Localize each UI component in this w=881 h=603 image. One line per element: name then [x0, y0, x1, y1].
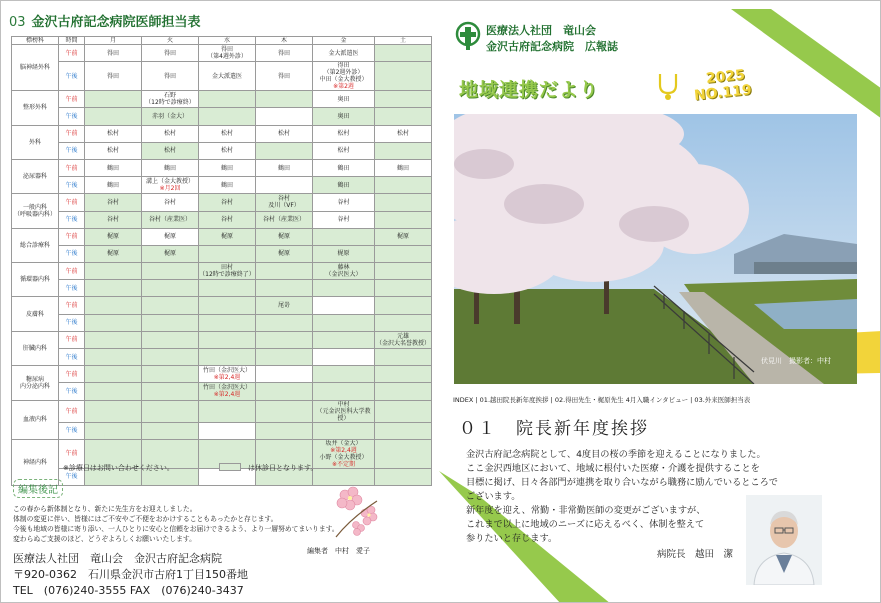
schedule-note: ※診療日はお問い合わせください。	[63, 464, 174, 472]
footer-phone: TEL (076)240-3555 FAX (076)240-3437	[13, 584, 244, 597]
doctor-cell	[85, 383, 142, 400]
schedule-header-cell: 月	[85, 37, 142, 45]
schedule-row	[12, 383, 432, 400]
doctor-cell: 竹田（金沢医大） ※第2,4週	[199, 366, 256, 383]
schedule-row	[12, 91, 432, 108]
doctor-cell	[85, 91, 142, 108]
section-title-text: 金沢古府記念病院医師担当表	[31, 15, 201, 30]
doctor-cell	[256, 422, 313, 439]
doctor-cell: 尾嵜	[256, 297, 313, 314]
article-line: ここ金沢西地区において、地域に根付いた医療・介護を提供することを	[466, 463, 760, 474]
doctor-cell	[375, 366, 432, 383]
doctor-cell: 得田	[256, 45, 313, 62]
session-cell: 午前	[59, 45, 85, 62]
doctor-cell	[199, 108, 256, 125]
schedule-row	[12, 159, 432, 176]
schedule-row	[12, 263, 432, 280]
editors-note-line: 変わらぬご支援のほど、どうぞよろしくお願いいたします。	[13, 535, 196, 543]
session-cell: 午前	[59, 331, 85, 348]
doctor-cell	[199, 245, 256, 262]
stethoscope-icon	[655, 71, 683, 101]
doctor-cell	[142, 263, 199, 280]
article-line: ございます。	[466, 491, 521, 502]
doctor-cell: 谷村 及川（VF）	[256, 194, 313, 211]
doctor-cell	[375, 280, 432, 297]
schedule-row	[12, 125, 432, 142]
editor-name: 編集者 中村 愛子	[307, 547, 370, 555]
doctor-cell: 得田	[85, 45, 142, 62]
doctor-cell	[313, 297, 375, 314]
doctor-cell	[199, 331, 256, 348]
doctor-cell: 得田	[142, 62, 199, 91]
schedule-row	[12, 194, 432, 211]
doctor-cell	[199, 91, 256, 108]
masthead-title: 地域連携だより	[459, 79, 600, 101]
schedule-row	[12, 142, 432, 159]
department-cell: 皮膚科	[12, 297, 59, 331]
doctor-cell	[199, 314, 256, 331]
doctor-cell: 谷村	[199, 211, 256, 228]
hospital-logo-icon	[455, 21, 481, 51]
doctor-cell	[199, 422, 256, 439]
doctor-cell	[256, 91, 313, 108]
doctor-cell: 元雄 （金沢大名誉教授）	[375, 332, 430, 347]
doctor-cell: 谷村	[85, 194, 142, 211]
doctor-cell	[375, 263, 432, 280]
schedule-row	[12, 280, 432, 297]
doctor-cell: 鶴田	[375, 159, 432, 176]
doctor-cell: 松村	[375, 125, 432, 142]
doctor-cell	[313, 280, 375, 297]
schedule-row	[12, 245, 432, 262]
doctor-cell: 松村	[142, 125, 199, 142]
doctor-cell	[256, 400, 313, 422]
doctor-cell: 松村	[85, 125, 142, 142]
schedule-header-cell: 土	[375, 37, 432, 45]
doctor-cell	[313, 366, 375, 383]
doctor-cell	[375, 349, 432, 366]
schedule-row	[12, 400, 432, 422]
doctor-cell	[375, 62, 432, 91]
schedule-row	[12, 177, 432, 194]
doctor-cell	[256, 263, 313, 280]
doctor-cell: 谷村	[85, 211, 142, 228]
schedule-header-row	[12, 37, 432, 45]
doctor-cell	[256, 280, 313, 297]
article-line: 目標に掲げ、日々各部門が連携を取り合いながら職務に励んでいるところで	[466, 477, 778, 488]
doctor-cell	[375, 400, 432, 422]
doctor-cell	[142, 314, 199, 331]
doctor-cell	[256, 142, 313, 159]
doctor-cell	[375, 142, 432, 159]
article-line: 金沢古府記念病院として、4度目の桜の季節を迎えることになりました。	[466, 449, 766, 460]
doctor-cell: 梶原	[313, 245, 375, 262]
doctor-cell	[375, 383, 432, 400]
editors-note-body	[13, 504, 353, 544]
session-cell: 午前	[59, 125, 85, 142]
schedule-header-cell: 金	[313, 37, 375, 45]
doctor-cell	[256, 177, 313, 194]
department-cell: 肝臓内科	[12, 331, 59, 365]
schedule-row	[12, 45, 432, 62]
schedule-header-cell: 時間	[59, 37, 85, 45]
doctor-cell: 鶴田	[199, 177, 256, 194]
department-cell: 総合診療科	[12, 228, 59, 262]
doctor-schedule-table	[11, 36, 432, 486]
department-cell: 神経内科	[12, 439, 59, 485]
doctor-cell	[375, 297, 432, 314]
doctor-cell	[375, 245, 432, 262]
doctor-cell: 梶原	[256, 228, 313, 245]
article-line: これまで以上に地域のニーズに応えるべく、体制を整えて	[466, 519, 705, 530]
doctor-cell	[256, 349, 313, 366]
schedule-row	[12, 366, 432, 383]
doctor-cell	[313, 314, 375, 331]
footer-organization: 医療法人社団 竜山会 金沢古府記念病院	[13, 552, 222, 565]
closed-day-legend-swatch	[219, 463, 241, 471]
doctor-cell: 鶴田	[85, 177, 142, 194]
doctor-cell: 松村	[199, 125, 256, 142]
doctor-cell: 藤林 （金沢医大）	[313, 263, 375, 280]
org-name: 医療法人社団 竜山会	[486, 24, 596, 37]
session-cell: 午前	[59, 297, 85, 314]
doctor-cell: 溝上（金大教授） ※月2回	[142, 177, 199, 194]
editors-note-line: 体制の変更に伴い、皆様にはご不安やご不便をおかけすることもあったかと存じます。	[13, 515, 278, 523]
doctor-cell	[142, 280, 199, 297]
department-cell: 泌尿器科	[12, 159, 59, 193]
director-signature: 病院長 越田 潔	[657, 549, 734, 560]
session-cell: 午後	[59, 245, 85, 262]
schedule-row	[12, 62, 432, 91]
schedule-row	[12, 108, 432, 125]
doctor-cell	[375, 108, 432, 125]
doctor-cell	[375, 45, 432, 62]
schedule-row	[12, 228, 432, 245]
schedule-header-cell: 標榜科	[12, 37, 59, 45]
doctor-cell	[256, 366, 313, 383]
doctor-cell: 松村	[142, 142, 199, 159]
doctor-cell	[85, 108, 142, 125]
schedule-header-cell: 火	[142, 37, 199, 45]
doctor-cell: 谷村	[142, 194, 199, 211]
doctor-cell: 得田 （第4週外診）	[199, 45, 256, 62]
index-line: INDEX | 01.越田院長新年度挨拶 | 02.得田先生・梶原先生 4月入職インタビュー | 03.外来医師担当表	[453, 396, 751, 404]
doctor-cell: 石野 （12時で診療終）	[142, 91, 199, 108]
doctor-cell: 奥田	[313, 108, 375, 125]
doctor-cell	[142, 383, 199, 400]
doctor-cell	[199, 297, 256, 314]
session-cell: 午前	[59, 159, 85, 176]
department-cell: 循環器内科	[12, 263, 59, 297]
doctor-cell	[85, 280, 142, 297]
issue-number: NO.119	[693, 82, 753, 104]
session-cell: 午前	[59, 263, 85, 280]
doctor-cell: 金大派遣医	[313, 45, 375, 62]
doctor-cell: 松村	[313, 142, 375, 159]
article-line: 新年度を迎え、常勤・非常勤医師の変更がございますが、	[466, 505, 706, 516]
schedule-row	[12, 331, 432, 348]
doctor-cell	[142, 297, 199, 314]
session-cell: 午後	[59, 211, 85, 228]
session-cell: 午後	[59, 62, 85, 91]
doctor-cell: 鶴田	[199, 159, 256, 176]
department-cell: 脳神経外科	[12, 45, 59, 91]
session-cell: 午後	[59, 349, 85, 366]
schedule-row	[12, 297, 432, 314]
doctor-cell: 梶原	[256, 245, 313, 262]
section-number: 03	[9, 15, 26, 30]
cherry-blossom-riverside-photo	[454, 114, 857, 384]
doctor-cell	[85, 400, 142, 422]
doctor-cell: 竹田（金沢医大） ※第2,4週	[199, 383, 256, 400]
doctor-cell: 奥田	[313, 91, 375, 108]
issue-year: 2025	[705, 67, 746, 87]
doctor-cell: 得田	[85, 62, 142, 91]
doctor-cell	[256, 383, 313, 400]
doctor-cell	[85, 263, 142, 280]
doctor-cell: 松村	[199, 142, 256, 159]
doctor-cell	[142, 349, 199, 366]
editors-note-line: この春から新体制となり、新たに先生方をお迎えしました。	[13, 505, 197, 513]
doctor-cell	[313, 422, 375, 439]
doctor-cell	[256, 331, 313, 348]
doctor-cell	[256, 108, 313, 125]
session-cell: 午後	[59, 468, 85, 485]
doctor-cell: 梶原	[85, 228, 142, 245]
doctor-cell	[375, 439, 432, 468]
editors-note-line: 今後も地域の皆様に寄り添い、一人ひとりに安心と信頼をお届けできるよう、より一層努めてまいります。	[13, 525, 339, 533]
doctor-cell: 梶原	[85, 245, 142, 262]
photo-caption: 伏見川 撮影者：中村	[761, 357, 831, 365]
doctor-cell	[256, 314, 313, 331]
schedule-row	[12, 349, 432, 366]
doctor-cell: 梶原	[199, 228, 256, 245]
department-cell: 外科	[12, 125, 59, 159]
session-cell: 午前	[59, 400, 85, 422]
session-cell: 午前	[59, 194, 85, 211]
doctor-cell: 谷村	[313, 194, 375, 211]
article-line: 参りたいと存じます。	[466, 533, 558, 544]
publication-name: 金沢古府記念病院 広報誌	[486, 40, 618, 53]
doctor-cell	[142, 331, 199, 348]
doctor-cell: 松村	[85, 142, 142, 159]
doctor-cell: 松村	[313, 125, 375, 142]
session-cell: 午前	[59, 366, 85, 383]
doctor-cell	[85, 349, 142, 366]
doctor-cell	[375, 422, 432, 439]
session-cell: 午前	[59, 91, 85, 108]
doctor-cell: 谷村	[199, 194, 256, 211]
doctor-cell	[85, 331, 142, 348]
article-title: ０１ 院長新年度挨拶	[459, 419, 649, 439]
doctor-cell	[375, 194, 432, 211]
doctor-cell	[375, 91, 432, 108]
department-cell: 一般内科 （呼吸器内科）	[12, 194, 59, 228]
schedule-row	[12, 314, 432, 331]
doctor-cell: 松村	[256, 125, 313, 142]
doctor-cell	[313, 383, 375, 400]
session-cell: 午後	[59, 280, 85, 297]
doctor-cell: 梶原	[375, 228, 432, 245]
closed-day-legend-text: は休診日となります。	[248, 464, 318, 472]
doctor-cell	[313, 349, 375, 366]
director-portrait	[746, 495, 822, 585]
editors-note-title: 編集後記	[13, 479, 63, 498]
session-cell: 午後	[59, 142, 85, 159]
session-cell: 午後	[59, 383, 85, 400]
doctor-cell: 谷村（産業医）	[256, 211, 313, 228]
doctor-cell: 得田 （第2週外診） 中田（金大教授） ※第2週	[313, 62, 375, 91]
doctor-cell: 坂井（金大） ※第2,4週 小野（金大教授） ※不定期	[313, 439, 375, 468]
doctor-cell	[85, 422, 142, 439]
doctor-cell: 梶原	[142, 228, 199, 245]
doctor-cell: 鶴田	[313, 159, 375, 176]
session-cell: 午前	[59, 228, 85, 245]
doctor-cell	[85, 314, 142, 331]
schedule-row	[12, 211, 432, 228]
department-cell: 血液内科	[12, 400, 59, 439]
doctor-cell	[313, 228, 375, 245]
doctor-cell: 中村 （元金沢医科大学教授）	[313, 400, 375, 422]
doctor-cell: 得田	[256, 62, 313, 91]
doctor-cell	[85, 366, 142, 383]
doctor-cell	[142, 422, 199, 439]
doctor-cell	[375, 177, 432, 194]
session-cell: 午後	[59, 422, 85, 439]
schedule-row	[12, 422, 432, 439]
doctor-cell	[142, 366, 199, 383]
doctor-cell: 赤羽（金大）	[142, 108, 199, 125]
doctor-cell	[199, 280, 256, 297]
doctor-cell	[313, 331, 375, 348]
department-cell: 糖尿病 内分泌内科	[12, 366, 59, 400]
doctor-cell: 鶴田	[313, 177, 375, 194]
session-cell: 午後	[59, 177, 85, 194]
schedule-header-cell: 木	[256, 37, 313, 45]
doctor-cell	[375, 211, 432, 228]
doctor-cell	[142, 400, 199, 422]
doctor-cell	[85, 297, 142, 314]
doctor-cell: 鶴田	[256, 159, 313, 176]
doctor-cell: 得田	[142, 45, 199, 62]
doctor-cell: 金大派遣医	[199, 62, 256, 91]
doctor-cell: 梶原	[142, 245, 199, 262]
doctor-cell: 田村 （12時で診療終了）	[199, 264, 255, 279]
footer-address: 〒920-0362 石川県金沢市古府1丁目150番地	[13, 568, 248, 581]
schedule-section-title	[9, 11, 201, 30]
session-cell: 午前	[59, 439, 85, 468]
doctor-cell: 鶴田	[85, 159, 142, 176]
doctor-cell	[199, 349, 256, 366]
department-cell: 整形外科	[12, 91, 59, 125]
doctor-cell	[375, 468, 432, 485]
session-cell: 午後	[59, 108, 85, 125]
schedule-header-cell: 水	[199, 37, 256, 45]
doctor-cell: 谷村（産業医）	[142, 211, 199, 228]
doctor-cell	[199, 400, 256, 422]
doctor-cell: 鶴田	[142, 159, 199, 176]
session-cell: 午後	[59, 314, 85, 331]
doctor-cell: 谷村	[313, 211, 375, 228]
doctor-cell	[375, 314, 432, 331]
